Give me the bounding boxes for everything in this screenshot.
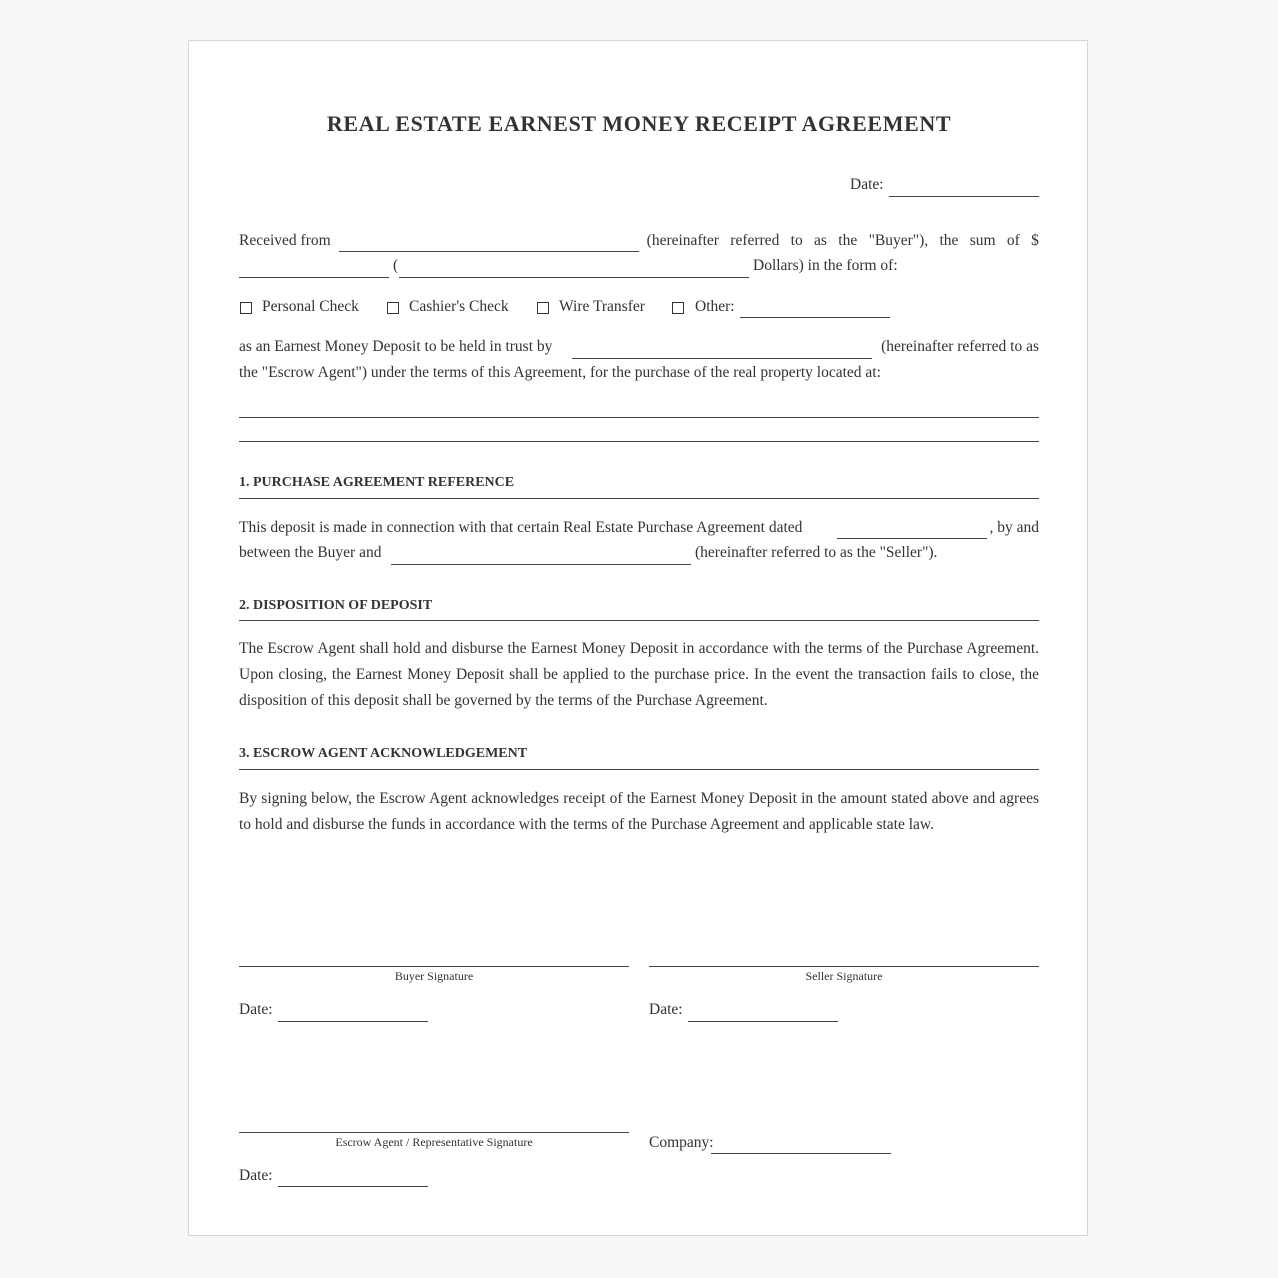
escrow-agent-text: the "Escrow Agent") under the terms of this Agreement, for the purchase of the real property located at: [239,364,881,381]
section2-text: The Escrow Agent shall hold and disburse the Earnest Money Deposit in accordance with the terms of the Purchase Agreement. Upon closing, the Earnest Money Deposit shall be applied to the purchase price. In the event the transaction fails to close, the disposition of this deposit shall be governed by the terms of the Purchase Agreement. [239,640,1039,709]
escrow-date-label: Date: [239,1167,273,1184]
received-from-label: Received from [239,232,331,249]
held-in-trust-text: as an Earnest Money Deposit to be held in trust by [239,338,553,355]
seller-name-field[interactable] [391,564,691,565]
other-field[interactable] [740,317,890,318]
document-title: REAL ESTATE EARNEST MONEY RECEIPT AGREEMENT [326,111,952,136]
escrow-date-field[interactable] [278,1186,428,1187]
buyer-signature-line[interactable] [239,966,629,967]
other-checkbox[interactable] [672,302,684,314]
wire-transfer-label: Wire Transfer [559,298,645,315]
personal-check-checkbox[interactable] [240,302,252,314]
amount-numeric-field[interactable] [239,277,389,278]
buyer-date-field[interactable] [278,1021,428,1022]
seller-date-label: Date: [649,1001,683,1018]
section1-text-d: (hereinafter referred to as the "Seller"). [695,544,938,561]
company-field[interactable] [711,1153,891,1154]
date-field[interactable] [889,196,1039,197]
escrow-signature-label: Escrow Agent / Representative Signature [335,1135,533,1149]
hereinafter-as-text: (hereinafter referred to as [881,338,1039,355]
other-label: Other: [695,298,735,315]
amount-words-field[interactable] [399,277,749,278]
section1-text-b: , by and [989,519,1039,536]
hereinafter-buyer-text: (hereinafter referred to as the "Buyer"), the sum of $ [646,232,1039,249]
section3-heading: 3. ESCROW AGENT ACKNOWLEDGEMENT [239,746,528,761]
escrow-signature-line[interactable] [239,1132,629,1133]
cashiers-check-label: Cashier's Check [409,298,509,315]
company-label: Company: [649,1134,714,1151]
seller-date-field[interactable] [688,1021,838,1022]
cashiers-check-checkbox[interactable] [387,302,399,314]
property-address-line-2[interactable] [239,441,1039,442]
date-label: Date: [850,176,884,193]
seller-signature-label: Seller Signature [805,969,883,983]
property-address-line-1[interactable] [239,417,1039,418]
buyer-name-field[interactable] [339,231,639,252]
section1-rule [239,498,1039,499]
escrow-agent-name-field[interactable] [572,358,872,359]
received-from-line [239,231,1039,252]
section2-rule [239,620,1039,621]
personal-check-label: Personal Check [262,298,359,315]
document-page [188,40,1088,1236]
wire-transfer-checkbox[interactable] [537,302,549,314]
purchase-agreement-date-field[interactable] [837,538,987,539]
section2-heading: 2. DISPOSITION OF DEPOSIT [239,598,433,613]
buyer-signature-label: Buyer Signature [394,969,474,983]
dollars-form-text: Dollars) in the form of: [753,257,898,274]
section3-text: By signing below, the Escrow Agent acknowledges receipt of the Earnest Money Deposit in the amount stated above and agrees to hold and disburse the funds in accordance with the terms of the Purchase Agreement and applicable state law. [239,790,1039,833]
open-paren: ( [393,257,399,274]
section3-rule [239,769,1039,770]
section1-text-c: between the Buyer and [239,544,382,561]
section1-text-a: This deposit is made in connection with that certain Real Estate Purchase Agreement dated [239,519,803,536]
section1-heading: 1. PURCHASE AGREEMENT REFERENCE [239,475,515,490]
buyer-date-label: Date: [239,1001,273,1018]
seller-signature-line[interactable] [649,966,1039,967]
